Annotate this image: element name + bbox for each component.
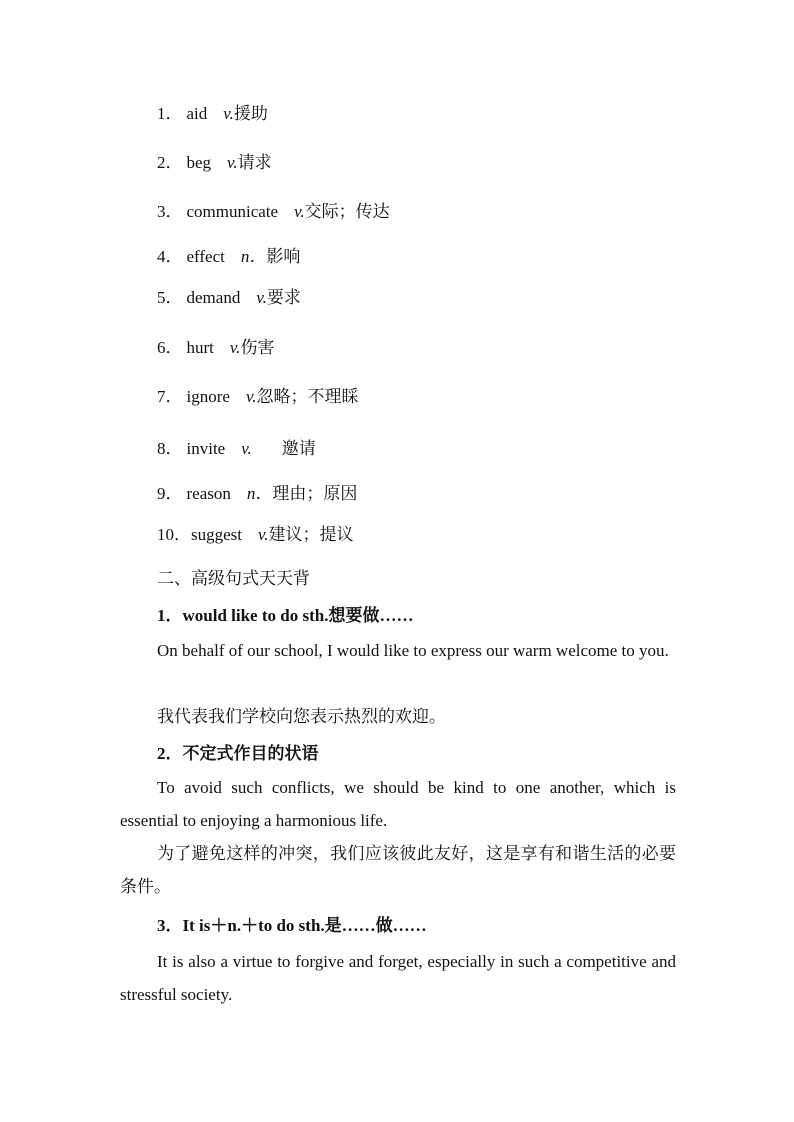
vocab-number: 4． xyxy=(157,247,183,266)
vocab-word: effect xyxy=(186,247,225,266)
vocab-word: beg xyxy=(186,153,212,172)
vocab-pos: v. xyxy=(223,104,234,123)
vocab-pos: v. xyxy=(258,525,269,544)
vocab-pos: n． xyxy=(240,247,267,266)
vocab-number: 5． xyxy=(157,288,183,307)
vocab-meaning: 援助 xyxy=(233,104,268,123)
pattern-title: 3．It is＋n.＋to do sth.是……做…… xyxy=(157,916,427,935)
vocab-meaning: 影响 xyxy=(266,247,301,266)
vocab-pos: n． xyxy=(246,484,273,503)
vocab-number: 9． xyxy=(157,484,183,503)
vocab-item xyxy=(157,245,300,269)
vocab-word: ignore xyxy=(186,387,230,406)
vocab-pos: v. xyxy=(227,153,238,172)
vocab-pos: v. xyxy=(294,202,305,221)
vocab-item xyxy=(157,523,354,547)
vocab-pos: v. xyxy=(241,439,252,458)
vocab-pos: v. xyxy=(256,288,267,307)
example-chinese: 为了避免这样的冲突，我们应该彼此友好，这是享有和谐生活的必要条件。 xyxy=(120,844,676,896)
vocab-item xyxy=(157,286,301,310)
vocab-meaning: 邀请 xyxy=(281,439,316,458)
vocab-item xyxy=(157,151,272,175)
vocab-item xyxy=(157,437,316,461)
vocab-number: 6． xyxy=(157,338,183,357)
vocab-word: hurt xyxy=(186,338,214,357)
example-english: On behalf of our school, I would like to express our warm welcome to you. xyxy=(157,641,669,660)
section-heading: 二、高级句式天天背 xyxy=(157,569,310,588)
example-chinese: 我代表我们学校向您表示热烈的欢迎。 xyxy=(157,707,446,726)
vocab-pos: v. xyxy=(245,387,257,406)
vocab-number: 2． xyxy=(157,153,183,172)
vocab-pos: v. xyxy=(229,338,241,357)
example-english: To avoid such conflicts, we should be kind to one another, which is essential to enjoying a harmonious life. xyxy=(120,778,676,830)
vocab-word: suggest xyxy=(191,525,242,544)
vocab-number: 10． xyxy=(157,525,191,544)
vocab-number: 3． xyxy=(157,202,183,221)
vocab-number: 1． xyxy=(157,104,183,123)
vocab-item xyxy=(157,336,274,360)
vocab-meaning: 建议；提议 xyxy=(268,525,354,544)
vocab-item xyxy=(157,102,268,126)
vocab-item xyxy=(157,200,390,224)
vocab-word: invite xyxy=(186,439,226,458)
vocab-word: aid xyxy=(186,104,208,123)
vocab-word: reason xyxy=(186,484,231,503)
vocab-item xyxy=(157,385,358,409)
vocab-word: demand xyxy=(186,288,241,307)
vocab-word: communicate xyxy=(186,202,279,221)
vocab-number: 8． xyxy=(157,439,183,458)
vocab-meaning: 理由；原因 xyxy=(272,484,358,503)
vocab-meaning: 伤害 xyxy=(240,338,275,357)
pattern-title: 2．不定式作目的状语 xyxy=(157,744,319,763)
pattern-title: 1．would like to do sth.想要做…… xyxy=(157,606,414,625)
vocab-meaning: 忽略；不理睬 xyxy=(256,387,359,406)
vocab-meaning: 交际；传达 xyxy=(304,202,390,221)
vocab-number: 7． xyxy=(157,387,183,406)
example-english: It is also a virtue to forgive and forget, especially in such a competitive and stressful society. xyxy=(120,952,676,1004)
vocab-meaning: 要求 xyxy=(266,288,301,307)
vocab-item xyxy=(157,482,357,506)
vocab-meaning: 请求 xyxy=(237,153,272,172)
